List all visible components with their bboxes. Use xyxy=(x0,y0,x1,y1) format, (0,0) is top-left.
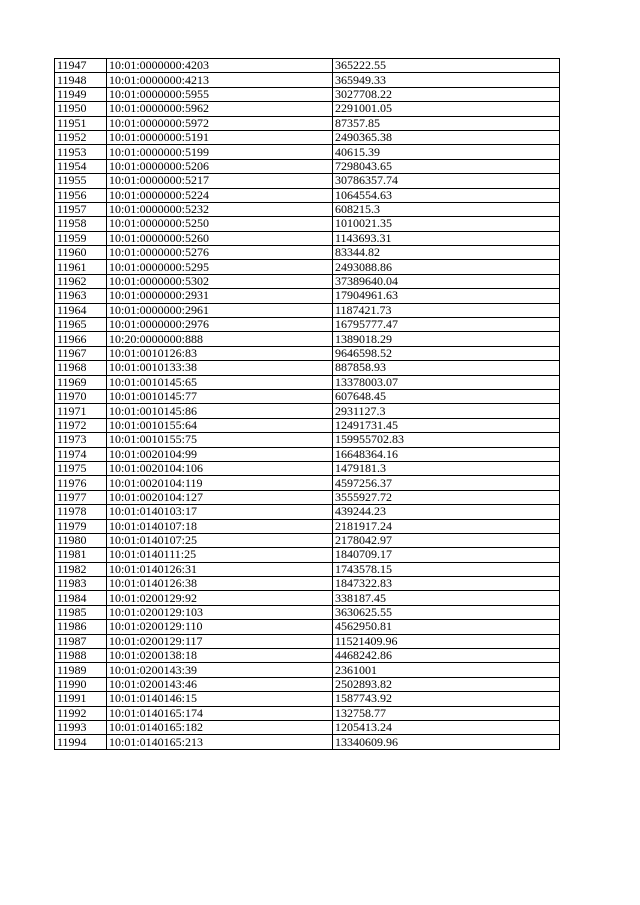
value-cell: 3555927.72 xyxy=(333,490,560,504)
row-number-cell: 11990 xyxy=(55,677,107,691)
cadastral-number-cell: 10:20:0000000:888 xyxy=(107,332,333,346)
table-row xyxy=(55,461,560,475)
cadastral-number-cell: 10:01:0010126:83 xyxy=(107,346,333,360)
row-number-cell: 11967 xyxy=(55,346,107,360)
cadastral-number-cell: 10:01:0000000:2931 xyxy=(107,289,333,303)
table-row xyxy=(55,174,560,188)
value-cell: 2178042.97 xyxy=(333,533,560,547)
row-number-cell: 11994 xyxy=(55,735,107,749)
value-cell: 3027708.22 xyxy=(333,87,560,101)
table-row xyxy=(55,433,560,447)
cadastral-number-cell: 10:01:0010155:64 xyxy=(107,418,333,432)
value-cell: 1205413.24 xyxy=(333,720,560,734)
row-number-cell: 11977 xyxy=(55,490,107,504)
value-cell: 87357.85 xyxy=(333,116,560,130)
table-row xyxy=(55,620,560,634)
table-row xyxy=(55,303,560,317)
table-row xyxy=(55,519,560,533)
table-row xyxy=(55,505,560,519)
cadastral-number-cell: 10:01:0000000:5206 xyxy=(107,159,333,173)
value-cell: 1840709.17 xyxy=(333,548,560,562)
value-cell: 2490365.38 xyxy=(333,130,560,144)
value-cell: 1064554.63 xyxy=(333,188,560,202)
cadastral-number-cell: 10:01:0140165:174 xyxy=(107,706,333,720)
value-cell: 2931127.3 xyxy=(333,404,560,418)
value-cell: 365949.33 xyxy=(333,73,560,87)
cadastral-number-cell: 10:01:0020104:127 xyxy=(107,490,333,504)
cadastral-number-cell: 10:01:0200129:103 xyxy=(107,605,333,619)
cadastral-number-cell: 10:01:0140146:15 xyxy=(107,692,333,706)
value-cell: 37389640.04 xyxy=(333,274,560,288)
value-cell: 1143693.31 xyxy=(333,231,560,245)
table-row xyxy=(55,246,560,260)
row-number-cell: 11968 xyxy=(55,361,107,375)
row-number-cell: 11952 xyxy=(55,130,107,144)
row-number-cell: 11949 xyxy=(55,87,107,101)
table-row xyxy=(55,332,560,346)
table-row xyxy=(55,59,560,73)
cadastral-number-cell: 10:01:0200143:46 xyxy=(107,677,333,691)
row-number-cell: 11984 xyxy=(55,591,107,605)
row-number-cell: 11986 xyxy=(55,620,107,634)
cadastral-number-cell: 10:01:0010145:65 xyxy=(107,375,333,389)
cadastral-number-cell: 10:01:0140126:31 xyxy=(107,562,333,576)
row-number-cell: 11979 xyxy=(55,519,107,533)
table-row xyxy=(55,188,560,202)
row-number-cell: 11957 xyxy=(55,202,107,216)
row-number-cell: 11982 xyxy=(55,562,107,576)
cadastral-number-cell: 10:01:0140107:25 xyxy=(107,533,333,547)
value-cell: 1479181.3 xyxy=(333,461,560,475)
cadastral-number-cell: 10:01:0200129:92 xyxy=(107,591,333,605)
value-cell: 132758.77 xyxy=(333,706,560,720)
table-row xyxy=(55,102,560,116)
cadastral-number-cell: 10:01:0000000:5250 xyxy=(107,217,333,231)
value-cell: 7298043.65 xyxy=(333,159,560,173)
cadastral-number-cell: 10:01:0200129:110 xyxy=(107,620,333,634)
cadastral-number-cell: 10:01:0200143:39 xyxy=(107,663,333,677)
row-number-cell: 11987 xyxy=(55,634,107,648)
value-cell: 2291001.05 xyxy=(333,102,560,116)
table-row xyxy=(55,87,560,101)
value-cell: 2181917.24 xyxy=(333,519,560,533)
value-cell: 1743578.15 xyxy=(333,562,560,576)
value-cell: 4597256.37 xyxy=(333,476,560,490)
cadastral-number-cell: 10:01:0140111:25 xyxy=(107,548,333,562)
row-number-cell: 11965 xyxy=(55,318,107,332)
value-cell: 4562950.81 xyxy=(333,620,560,634)
cadastral-number-cell: 10:01:0140165:182 xyxy=(107,720,333,734)
cadastral-number-cell: 10:01:0000000:5191 xyxy=(107,130,333,144)
value-cell: 13340609.96 xyxy=(333,735,560,749)
row-number-cell: 11980 xyxy=(55,533,107,547)
value-cell: 4468242.86 xyxy=(333,649,560,663)
value-cell: 2361001 xyxy=(333,663,560,677)
value-cell: 16648364.16 xyxy=(333,447,560,461)
row-number-cell: 11963 xyxy=(55,289,107,303)
row-number-cell: 11956 xyxy=(55,188,107,202)
table-row xyxy=(55,490,560,504)
table-row xyxy=(55,145,560,159)
table-row xyxy=(55,562,560,576)
row-number-cell: 11989 xyxy=(55,663,107,677)
table-row xyxy=(55,404,560,418)
cadastral-number-cell: 10:01:0020104:119 xyxy=(107,476,333,490)
table-row xyxy=(55,73,560,87)
table-row xyxy=(55,605,560,619)
row-number-cell: 11964 xyxy=(55,303,107,317)
table-row xyxy=(55,159,560,173)
row-number-cell: 11971 xyxy=(55,404,107,418)
table-row xyxy=(55,548,560,562)
row-number-cell: 11981 xyxy=(55,548,107,562)
row-number-cell: 11969 xyxy=(55,375,107,389)
table-row xyxy=(55,706,560,720)
value-cell: 338187.45 xyxy=(333,591,560,605)
table-row xyxy=(55,346,560,360)
row-number-cell: 11970 xyxy=(55,389,107,403)
cadastral-number-cell: 10:01:0000000:5972 xyxy=(107,116,333,130)
cadastral-number-cell: 10:01:0010133:38 xyxy=(107,361,333,375)
cadastral-number-cell: 10:01:0000000:5276 xyxy=(107,246,333,260)
row-number-cell: 11951 xyxy=(55,116,107,130)
value-cell: 40615.39 xyxy=(333,145,560,159)
row-number-cell: 11974 xyxy=(55,447,107,461)
cadastral-number-cell: 10:01:0000000:5962 xyxy=(107,102,333,116)
table-row xyxy=(55,663,560,677)
table-row xyxy=(55,649,560,663)
value-cell: 887858.93 xyxy=(333,361,560,375)
cadastral-number-cell: 10:01:0200129:117 xyxy=(107,634,333,648)
value-cell: 16795777.47 xyxy=(333,318,560,332)
cadastral-number-cell: 10:01:0000000:2961 xyxy=(107,303,333,317)
row-number-cell: 11992 xyxy=(55,706,107,720)
cadastral-number-cell: 10:01:0000000:5260 xyxy=(107,231,333,245)
value-cell: 12491731.45 xyxy=(333,418,560,432)
table-row xyxy=(55,720,560,734)
table-row xyxy=(55,274,560,288)
value-cell: 30786357.74 xyxy=(333,174,560,188)
table-row xyxy=(55,231,560,245)
row-number-cell: 11973 xyxy=(55,433,107,447)
table-row xyxy=(55,318,560,332)
row-number-cell: 11960 xyxy=(55,246,107,260)
value-cell: 159955702.83 xyxy=(333,433,560,447)
cadastral-number-cell: 10:01:0140107:18 xyxy=(107,519,333,533)
table-row xyxy=(55,677,560,691)
row-number-cell: 11978 xyxy=(55,505,107,519)
value-cell: 608215.3 xyxy=(333,202,560,216)
table-row xyxy=(55,735,560,749)
table-row xyxy=(55,217,560,231)
cadastral-number-cell: 10:01:0000000:2976 xyxy=(107,318,333,332)
table-row xyxy=(55,577,560,591)
table-body xyxy=(55,59,560,750)
value-cell: 607648.45 xyxy=(333,389,560,403)
value-cell: 1389018.29 xyxy=(333,332,560,346)
value-cell: 439244.23 xyxy=(333,505,560,519)
row-number-cell: 11988 xyxy=(55,649,107,663)
cadastral-number-cell: 10:01:0020104:99 xyxy=(107,447,333,461)
table-row xyxy=(55,361,560,375)
table-row xyxy=(55,389,560,403)
row-number-cell: 11985 xyxy=(55,605,107,619)
value-cell: 11521409.96 xyxy=(333,634,560,648)
cadastral-number-cell: 10:01:0000000:5224 xyxy=(107,188,333,202)
table-row xyxy=(55,418,560,432)
row-number-cell: 11976 xyxy=(55,476,107,490)
value-cell: 9646598.52 xyxy=(333,346,560,360)
table-row xyxy=(55,634,560,648)
value-cell: 83344.82 xyxy=(333,246,560,260)
table-row xyxy=(55,260,560,274)
row-number-cell: 11983 xyxy=(55,577,107,591)
row-number-cell: 11975 xyxy=(55,461,107,475)
cadastral-number-cell: 10:01:0140126:38 xyxy=(107,577,333,591)
cadastral-number-cell: 10:01:0000000:4203 xyxy=(107,59,333,73)
row-number-cell: 11961 xyxy=(55,260,107,274)
cadastral-number-cell: 10:01:0200138:18 xyxy=(107,649,333,663)
table-row xyxy=(55,692,560,706)
cadastral-number-cell: 10:01:0020104:106 xyxy=(107,461,333,475)
cadastral-number-cell: 10:01:0000000:5295 xyxy=(107,260,333,274)
value-cell: 13378003.07 xyxy=(333,375,560,389)
table-row xyxy=(55,476,560,490)
data-table xyxy=(54,58,560,750)
table-row xyxy=(55,447,560,461)
table-row xyxy=(55,591,560,605)
table-row xyxy=(55,116,560,130)
row-number-cell: 11953 xyxy=(55,145,107,159)
table-row xyxy=(55,202,560,216)
cadastral-number-cell: 10:01:0000000:5217 xyxy=(107,174,333,188)
table-row xyxy=(55,130,560,144)
cadastral-number-cell: 10:01:0140103:17 xyxy=(107,505,333,519)
row-number-cell: 11947 xyxy=(55,59,107,73)
row-number-cell: 11966 xyxy=(55,332,107,346)
value-cell: 365222.55 xyxy=(333,59,560,73)
cadastral-number-cell: 10:01:0000000:5232 xyxy=(107,202,333,216)
row-number-cell: 11950 xyxy=(55,102,107,116)
row-number-cell: 11948 xyxy=(55,73,107,87)
table-row xyxy=(55,375,560,389)
table-row xyxy=(55,289,560,303)
row-number-cell: 11972 xyxy=(55,418,107,432)
cadastral-number-cell: 10:01:0000000:5302 xyxy=(107,274,333,288)
cadastral-number-cell: 10:01:0140165:213 xyxy=(107,735,333,749)
cadastral-number-cell: 10:01:0010145:77 xyxy=(107,389,333,403)
row-number-cell: 11993 xyxy=(55,720,107,734)
value-cell: 1010021.35 xyxy=(333,217,560,231)
row-number-cell: 11959 xyxy=(55,231,107,245)
cadastral-number-cell: 10:01:0000000:5199 xyxy=(107,145,333,159)
value-cell: 1587743.92 xyxy=(333,692,560,706)
value-cell: 17904961.63 xyxy=(333,289,560,303)
row-number-cell: 11991 xyxy=(55,692,107,706)
value-cell: 1847322.83 xyxy=(333,577,560,591)
cadastral-number-cell: 10:01:0010145:86 xyxy=(107,404,333,418)
row-number-cell: 11954 xyxy=(55,159,107,173)
cadastral-number-cell: 10:01:0010155:75 xyxy=(107,433,333,447)
row-number-cell: 11962 xyxy=(55,274,107,288)
cadastral-number-cell: 10:01:0000000:5955 xyxy=(107,87,333,101)
value-cell: 1187421.73 xyxy=(333,303,560,317)
value-cell: 2493088.86 xyxy=(333,260,560,274)
value-cell: 3630625.55 xyxy=(333,605,560,619)
row-number-cell: 11955 xyxy=(55,174,107,188)
table-row xyxy=(55,533,560,547)
value-cell: 2502893.82 xyxy=(333,677,560,691)
cadastral-number-cell: 10:01:0000000:4213 xyxy=(107,73,333,87)
row-number-cell: 11958 xyxy=(55,217,107,231)
